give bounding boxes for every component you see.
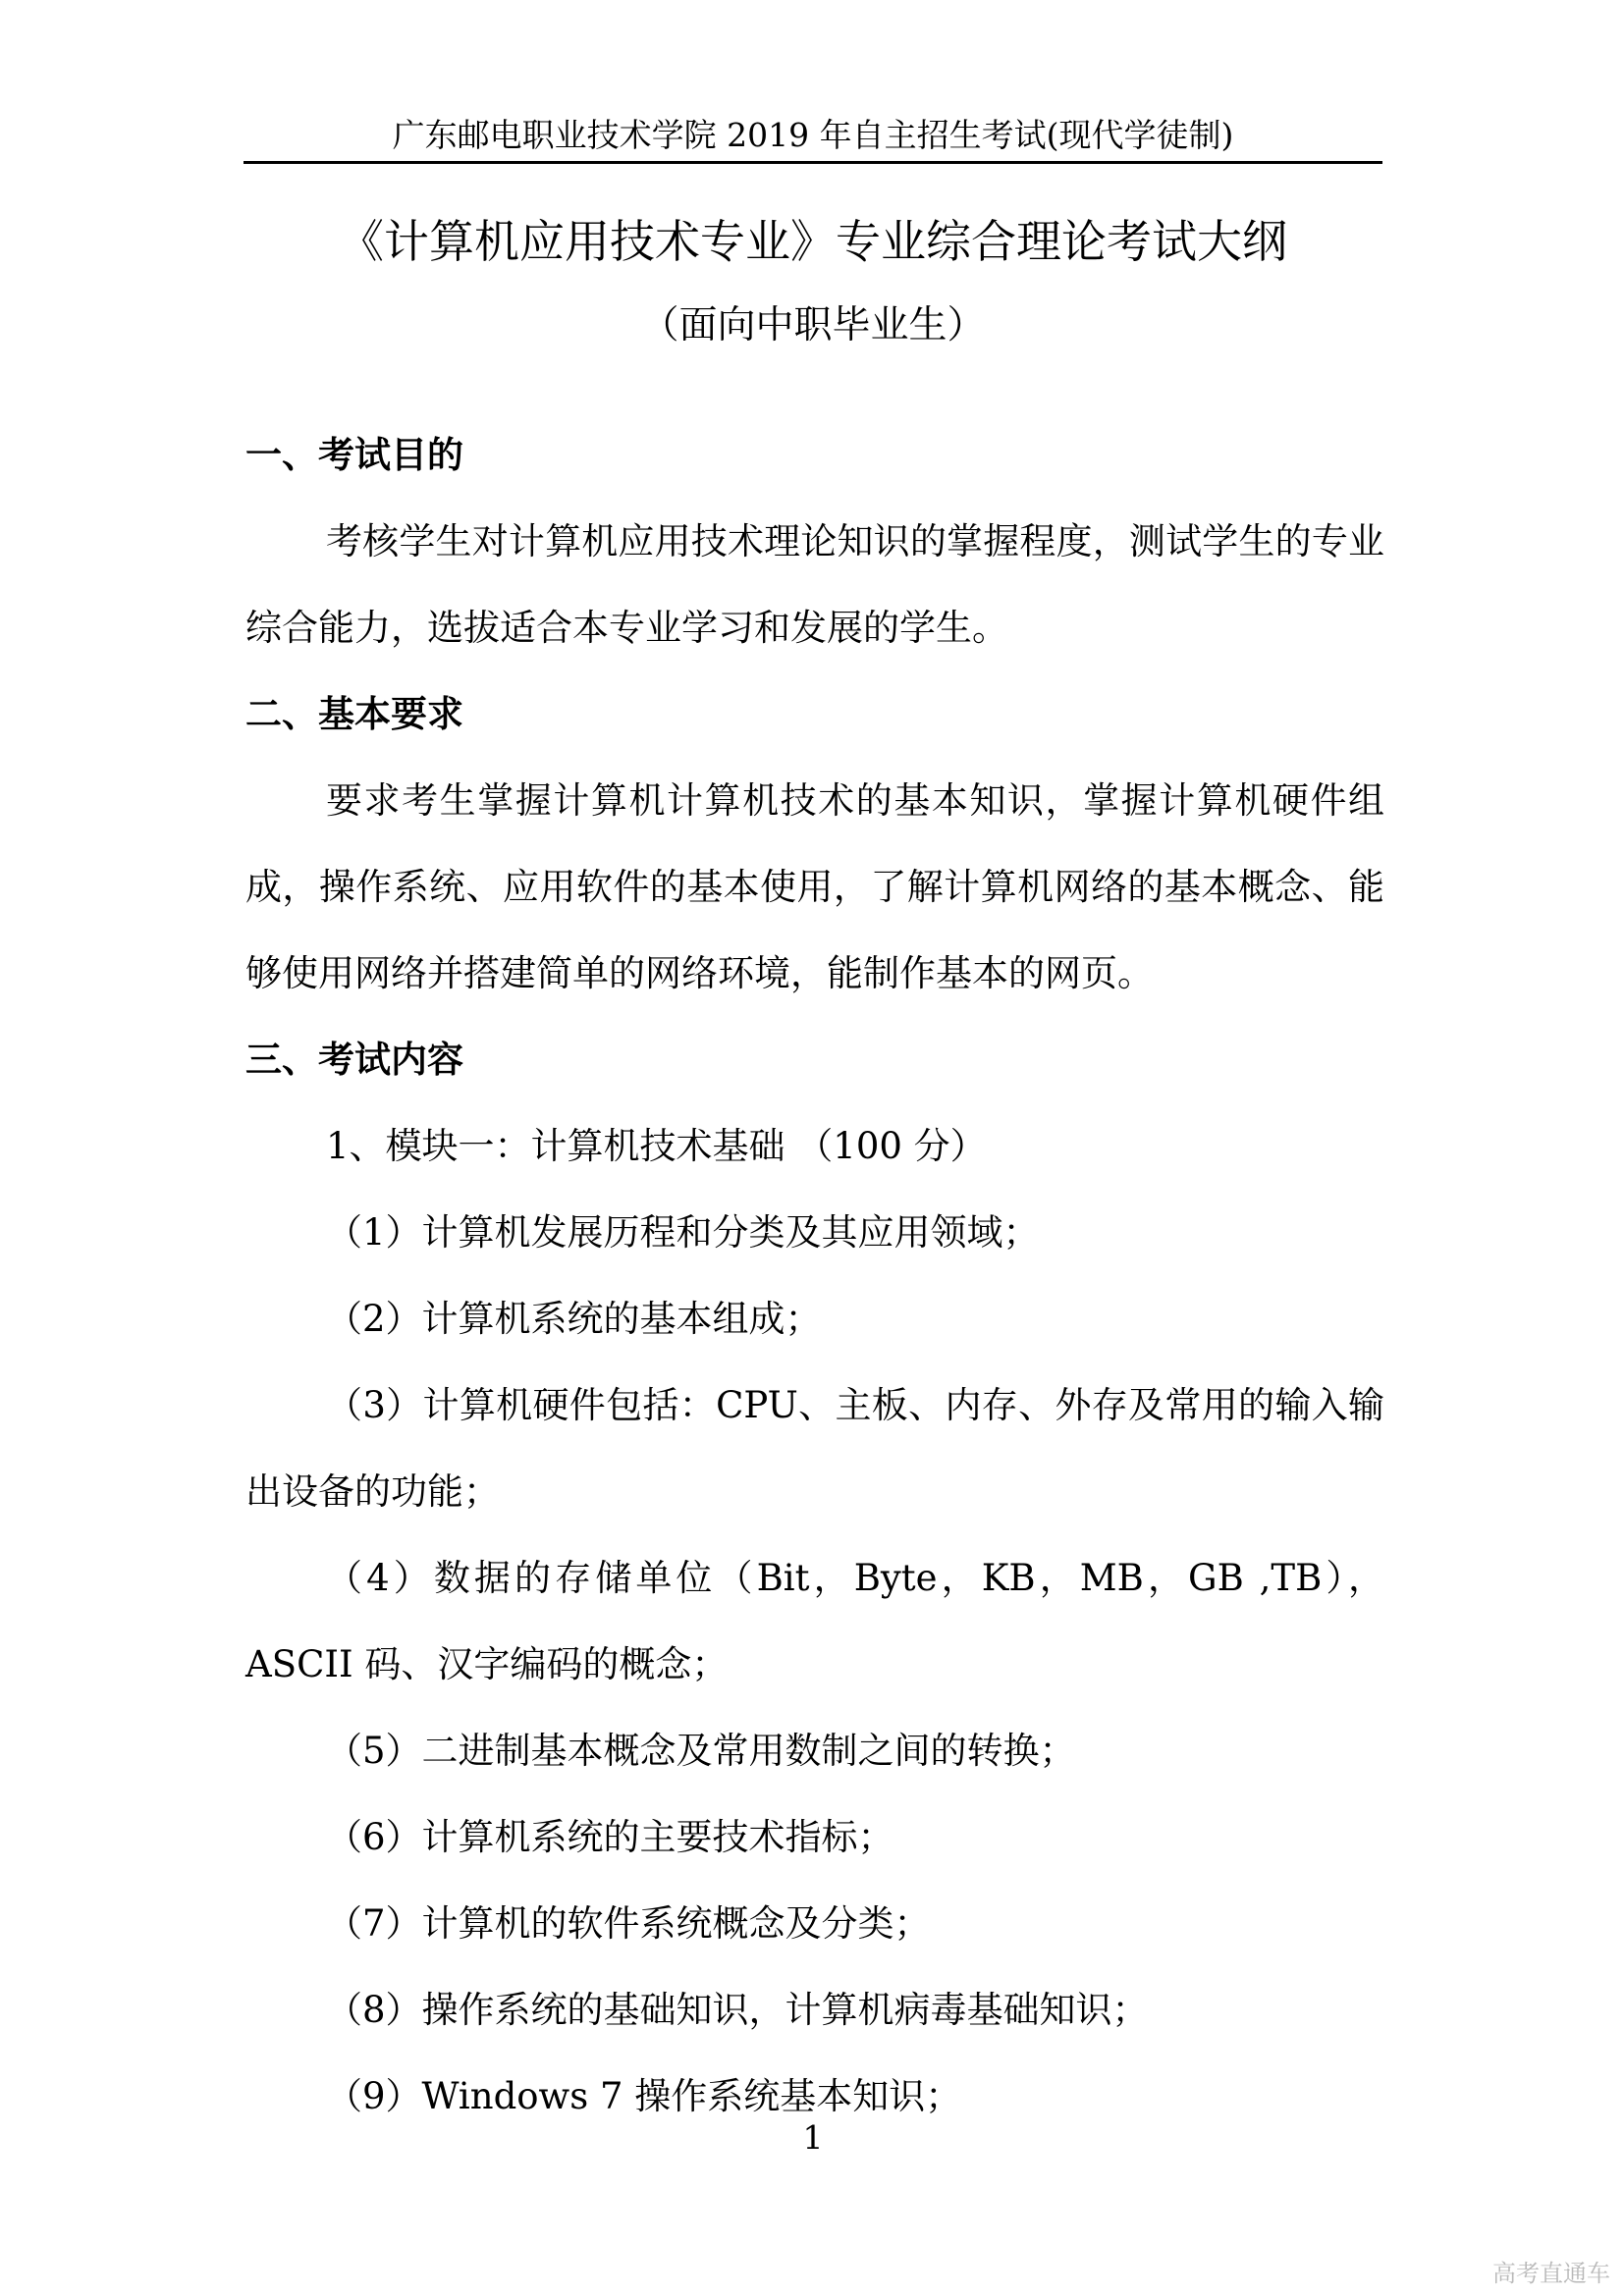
watermark-text: 高考直通车 — [1492, 2260, 1610, 2287]
document-title: 《计算机应用技术专业》专业综合理论考试大纲 — [339, 215, 1287, 268]
content-item-2: （2）计算机系统的基本组成； — [326, 1298, 822, 1340]
section-heading-exam-content: 三、考试内容 — [245, 1039, 463, 1081]
content-item-7: （7）计算机的软件系统概念及分类； — [326, 1902, 931, 1945]
section-heading-exam-purpose: 一、考试目的 — [245, 434, 463, 476]
content-item-9: （9）Windows 7 操作系统基本知识； — [326, 2075, 962, 2117]
content-item-4: （4）数据的存储单位（Bit，Byte，KB，MB，GB ,TB），ASCII 码、汉字编码的概念； — [245, 1557, 1384, 1685]
content-item-1: （1）计算机发展历程和分类及其应用领域； — [326, 1211, 1040, 1254]
page-number: 1 — [802, 2118, 824, 2157]
running-header: 广东邮电职业技术学院 2019 年自主招生考试(现代学徒制) — [244, 110, 1382, 164]
exam-purpose-paragraph: 考核学生对计算机应用技术理论知识的掌握程度，测试学生的专业综合能力，选拔适合本专业学习和发展的学生。 — [245, 520, 1384, 649]
document-subtitle: （面向中职毕业生） — [640, 303, 986, 347]
content-item-6: （6）计算机系统的主要技术指标； — [326, 1816, 894, 1858]
module-one-title: 1、模块一：计算机技术基础 （100 分） — [326, 1125, 987, 1167]
content-item-3: （3）计算机硬件包括：CPU、主板、内存、外存及常用的输入输出设备的功能； — [245, 1384, 1384, 1513]
section-heading-basic-requirements: 二、基本要求 — [245, 693, 463, 735]
content-item-8: （8）操作系统的基础知识，计算机病毒基础知识； — [326, 1989, 1149, 2031]
content-item-5: （5）二进制基本概念及常用数制之间的转换； — [326, 1730, 1076, 1772]
document-body — [245, 412, 1384, 2140]
basic-requirements-paragraph: 要求考生掌握计算机计算机技术的基本知识，掌握计算机硬件组成，操作系统、应用软件的基本使用，了解计算机网络的基本概念、能够使用网络并搭建简单的网络环境，能制作基本的网页。 — [245, 779, 1384, 994]
